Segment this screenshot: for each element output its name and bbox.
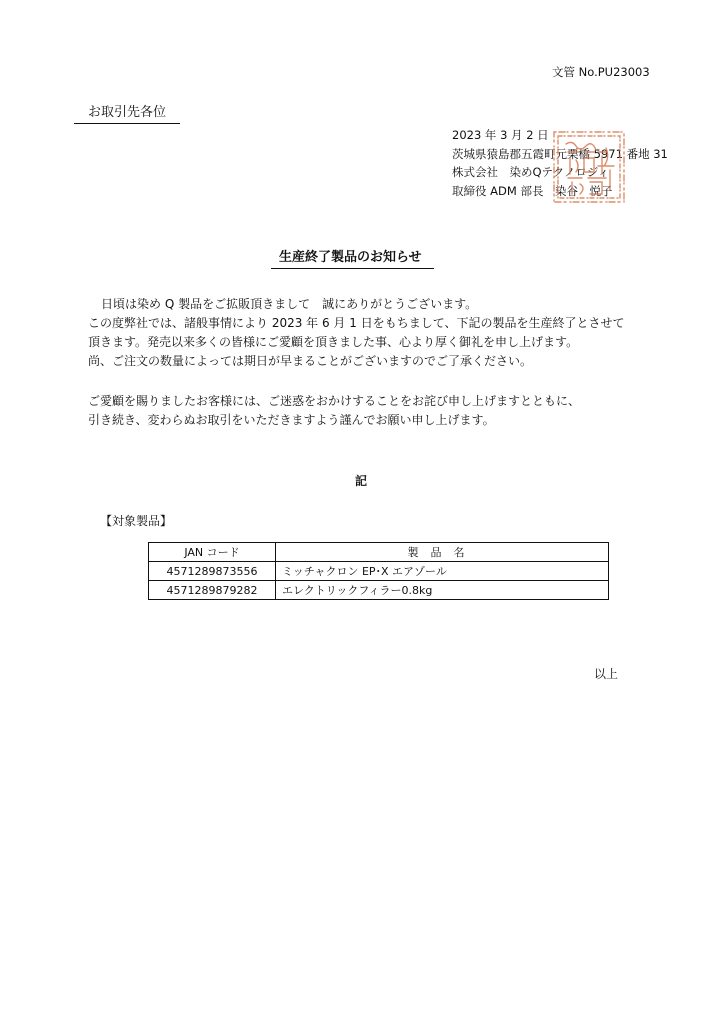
- target-products-label: 【対象製品】: [100, 514, 173, 528]
- ki-marker: 記: [355, 474, 368, 488]
- sender-officer: 取締役 ADM 部長 染谷 悦子: [452, 183, 613, 198]
- product-name-header: 製品名: [276, 543, 609, 562]
- body-line: 尚、ご注文の数量によっては期日が早まることがございますのでご了承ください。: [88, 354, 533, 368]
- company-seal-stamp-icon: [548, 122, 630, 208]
- issue-date: 2023 年 3 月 2 日: [452, 128, 549, 142]
- products-table: [148, 542, 609, 600]
- product-name-cell: エレクトリックフィラー0.8kg: [276, 581, 609, 600]
- body-line: 引き続き、変わらぬお取引をいただきますよう謹んでお願い申し上げます。: [88, 413, 495, 427]
- recipient-heading: お取引先各位: [74, 101, 180, 124]
- body-line: 頂きます。発売以来多くの皆様にご愛顧を頂きました事、心より厚く御礼を申し上げます。: [88, 335, 579, 349]
- document-number: 文管 No.PU23003: [552, 65, 650, 79]
- table-row: [149, 562, 609, 581]
- table-row: [149, 581, 609, 600]
- sender-company: 株式会社 染めQテクノロジィ: [452, 165, 610, 179]
- notice-body: [88, 295, 624, 430]
- body-line: 日頃は染め Q 製品をご拡販頂きまして 誠にありがとうございます。: [101, 297, 478, 311]
- jan-code-cell: 4571289879282: [149, 581, 276, 600]
- notice-title: 生産終了製品のお知らせ: [271, 246, 434, 269]
- jan-code-cell: 4571289873556: [149, 562, 276, 581]
- table-header-row: [149, 543, 609, 562]
- body-line: この度弊社では、諸般事情により 2023 年 6 月 1 日をもちまして、下記の製品を生産終了とさせて: [88, 316, 625, 330]
- body-line: ご愛顧を賜りましたお客様には、ご迷惑をおかけすることをお詫び申し上げますとともに、: [88, 394, 581, 408]
- sender-address: 茨城県猿島郡五霞町元栗橋 5971 番地 31: [452, 146, 668, 161]
- product-name-cell: ミッチャクロン EP･X エアゾール: [276, 562, 609, 581]
- jan-code-header: JAN コード: [149, 543, 276, 562]
- closing-mark: 以上: [594, 667, 619, 681]
